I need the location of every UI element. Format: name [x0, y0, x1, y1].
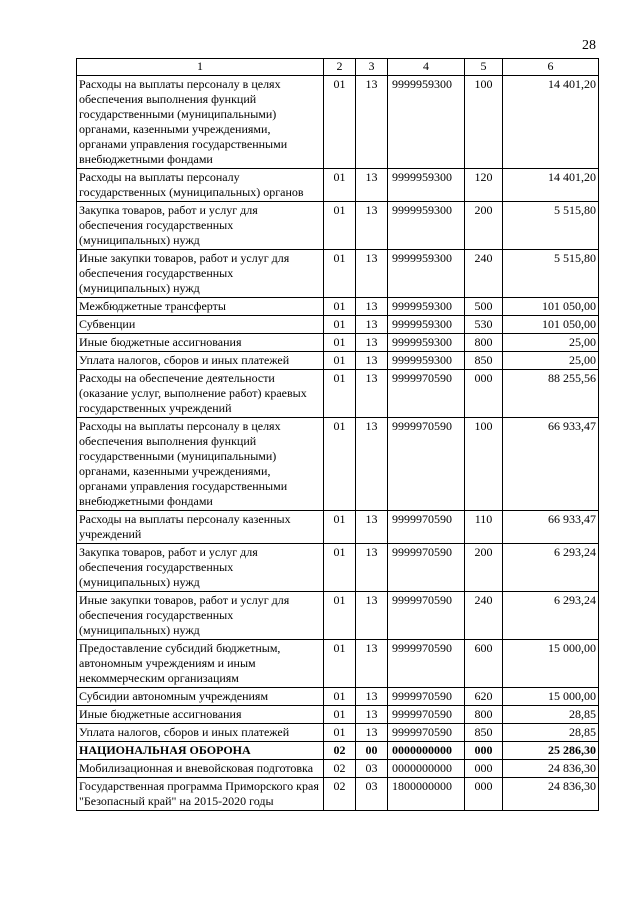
page-number: 28: [582, 38, 596, 53]
row-subsection: 13: [356, 334, 388, 352]
row-target-article: 9999959300: [388, 250, 465, 298]
row-target-article: 0000000000: [388, 742, 465, 760]
row-name: Уплата налогов, сборов и иных платежей: [77, 352, 324, 370]
row-expense-type: 240: [465, 592, 503, 640]
row-amount: 101 050,00: [503, 316, 599, 334]
row-subsection: 13: [356, 370, 388, 418]
row-target-article: 9999959300: [388, 334, 465, 352]
row-expense-type: 100: [465, 418, 503, 511]
row-subsection: 13: [356, 418, 388, 511]
row-name: Иные закупки товаров, работ и услуг для обеспечения государственных (муниципальных) нужд: [77, 592, 324, 640]
row-target-article: 9999970590: [388, 724, 465, 742]
row-section: 02: [324, 760, 356, 778]
row-target-article: 0000000000: [388, 760, 465, 778]
row-amount: 25,00: [503, 334, 599, 352]
header-col-2: 2: [324, 59, 356, 76]
row-name: Иные бюджетные ассигнования: [77, 334, 324, 352]
row-amount: 66 933,47: [503, 418, 599, 511]
row-target-article: 9999959300: [388, 352, 465, 370]
row-name: Мобилизационная и вневойсковая подготовка: [77, 760, 324, 778]
table-row: [77, 544, 599, 592]
table-row: [77, 370, 599, 418]
row-subsection: 03: [356, 760, 388, 778]
row-expense-type: 850: [465, 352, 503, 370]
row-name: Иные бюджетные ассигнования: [77, 706, 324, 724]
row-subsection: 03: [356, 778, 388, 811]
row-section: 02: [324, 742, 356, 760]
row-amount: 6 293,24: [503, 592, 599, 640]
table-row: [77, 202, 599, 250]
row-target-article: 9999959300: [388, 202, 465, 250]
row-section: 01: [324, 334, 356, 352]
row-subsection: 13: [356, 250, 388, 298]
row-section: 01: [324, 544, 356, 592]
table-row: [77, 76, 599, 169]
row-expense-type: 800: [465, 334, 503, 352]
row-target-article: 9999959300: [388, 169, 465, 202]
row-target-article: 9999959300: [388, 298, 465, 316]
row-name: Субсидии автономным учреждениям: [77, 688, 324, 706]
row-target-article: 9999970590: [388, 592, 465, 640]
row-name: Межбюджетные трансферты: [77, 298, 324, 316]
row-expense-type: 500: [465, 298, 503, 316]
row-amount: 101 050,00: [503, 298, 599, 316]
row-target-article: 9999959300: [388, 76, 465, 169]
table-row: [77, 334, 599, 352]
row-section: 01: [324, 418, 356, 511]
row-section: 01: [324, 370, 356, 418]
row-subsection: 13: [356, 640, 388, 688]
table-row: [77, 742, 599, 760]
row-target-article: 9999970590: [388, 544, 465, 592]
row-amount: 25,00: [503, 352, 599, 370]
row-section: 01: [324, 169, 356, 202]
budget-table: [76, 58, 599, 811]
row-amount: 14 401,20: [503, 76, 599, 169]
row-name: Закупка товаров, работ и услуг для обеспечения государственных (муниципальных) нужд: [77, 544, 324, 592]
table-row: [77, 778, 599, 811]
row-target-article: 9999970590: [388, 640, 465, 688]
row-amount: 5 515,80: [503, 250, 599, 298]
table-row: [77, 169, 599, 202]
row-section: 01: [324, 316, 356, 334]
row-name: Расходы на выплаты персоналу в целях обеспечения выполнения функций государственными (муниципальными) органами, казенными учреждениями, органами управления государственными внебюджетными фондами: [77, 418, 324, 511]
row-section: 01: [324, 352, 356, 370]
row-target-article: 1800000000: [388, 778, 465, 811]
row-amount: 88 255,56: [503, 370, 599, 418]
table-row: [77, 298, 599, 316]
row-subsection: 00: [356, 742, 388, 760]
table-row: [77, 640, 599, 688]
row-amount: 24 836,30: [503, 778, 599, 811]
row-expense-type: 000: [465, 778, 503, 811]
row-amount: 15 000,00: [503, 688, 599, 706]
row-amount: 15 000,00: [503, 640, 599, 688]
row-expense-type: 000: [465, 370, 503, 418]
row-expense-type: 530: [465, 316, 503, 334]
row-subsection: 13: [356, 724, 388, 742]
row-expense-type: 850: [465, 724, 503, 742]
row-section: 01: [324, 640, 356, 688]
row-target-article: 9999970590: [388, 688, 465, 706]
row-name: Государственная программа Приморского края "Безопасный край" на 2015-2020 годы: [77, 778, 324, 811]
row-name: Расходы на выплаты персоналу государственных (муниципальных) органов: [77, 169, 324, 202]
row-name: Уплата налогов, сборов и иных платежей: [77, 724, 324, 742]
row-amount: 28,85: [503, 706, 599, 724]
row-expense-type: 110: [465, 511, 503, 544]
row-expense-type: 000: [465, 760, 503, 778]
header-row: [77, 59, 599, 76]
row-amount: 66 933,47: [503, 511, 599, 544]
row-expense-type: 120: [465, 169, 503, 202]
row-name: Предоставление субсидий бюджетным, автономным учреждениям и иным некоммерческим организациям: [77, 640, 324, 688]
header-col-6: 6: [503, 59, 599, 76]
row-expense-type: 200: [465, 544, 503, 592]
row-target-article: 9999970590: [388, 418, 465, 511]
row-subsection: 13: [356, 316, 388, 334]
row-name: НАЦИОНАЛЬНАЯ ОБОРОНА: [77, 742, 324, 760]
table-row: [77, 352, 599, 370]
row-section: 01: [324, 202, 356, 250]
row-section: 01: [324, 511, 356, 544]
row-amount: 5 515,80: [503, 202, 599, 250]
row-amount: 24 836,30: [503, 760, 599, 778]
row-section: 01: [324, 688, 356, 706]
row-amount: 14 401,20: [503, 169, 599, 202]
row-expense-type: 620: [465, 688, 503, 706]
row-name: Расходы на выплаты персоналу в целях обеспечения выполнения функций государственными (муниципальными) органами, казенными учреждениями, органами управления государственными внебюджетными фондами: [77, 76, 324, 169]
table-row: [77, 316, 599, 334]
row-section: 01: [324, 724, 356, 742]
table-row: [77, 511, 599, 544]
row-target-article: 9999970590: [388, 370, 465, 418]
row-expense-type: 600: [465, 640, 503, 688]
row-subsection: 13: [356, 511, 388, 544]
row-subsection: 13: [356, 592, 388, 640]
row-subsection: 13: [356, 202, 388, 250]
row-amount: 6 293,24: [503, 544, 599, 592]
row-section: 01: [324, 76, 356, 169]
row-name: Расходы на обеспечение деятельности (оказание услуг, выполнение работ) краевых государственных учреждений: [77, 370, 324, 418]
row-expense-type: 200: [465, 202, 503, 250]
table-row: [77, 724, 599, 742]
row-name: Расходы на выплаты персоналу казенных учреждений: [77, 511, 324, 544]
row-expense-type: 800: [465, 706, 503, 724]
row-subsection: 13: [356, 688, 388, 706]
row-section: 01: [324, 298, 356, 316]
row-subsection: 13: [356, 298, 388, 316]
row-section: 01: [324, 592, 356, 640]
row-amount: 28,85: [503, 724, 599, 742]
row-subsection: 13: [356, 169, 388, 202]
table-row: [77, 250, 599, 298]
row-name: Закупка товаров, работ и услуг для обеспечения государственных (муниципальных) нужд: [77, 202, 324, 250]
row-subsection: 13: [356, 76, 388, 169]
row-name: Субвенции: [77, 316, 324, 334]
row-section: 02: [324, 778, 356, 811]
row-expense-type: 100: [465, 76, 503, 169]
row-subsection: 13: [356, 352, 388, 370]
row-expense-type: 000: [465, 742, 503, 760]
row-target-article: 9999970590: [388, 706, 465, 724]
row-target-article: 9999970590: [388, 511, 465, 544]
row-name: Иные закупки товаров, работ и услуг для обеспечения государственных (муниципальных) нужд: [77, 250, 324, 298]
table-row: [77, 592, 599, 640]
header-col-5: 5: [465, 59, 503, 76]
row-section: 01: [324, 250, 356, 298]
row-expense-type: 240: [465, 250, 503, 298]
header-col-4: 4: [388, 59, 465, 76]
table-row: [77, 688, 599, 706]
header-col-1: 1: [77, 59, 324, 76]
row-target-article: 9999959300: [388, 316, 465, 334]
table-row: [77, 706, 599, 724]
row-subsection: 13: [356, 544, 388, 592]
table-row: [77, 418, 599, 511]
header-col-3: 3: [356, 59, 388, 76]
table-row: [77, 760, 599, 778]
row-subsection: 13: [356, 706, 388, 724]
row-amount: 25 286,30: [503, 742, 599, 760]
row-section: 01: [324, 706, 356, 724]
